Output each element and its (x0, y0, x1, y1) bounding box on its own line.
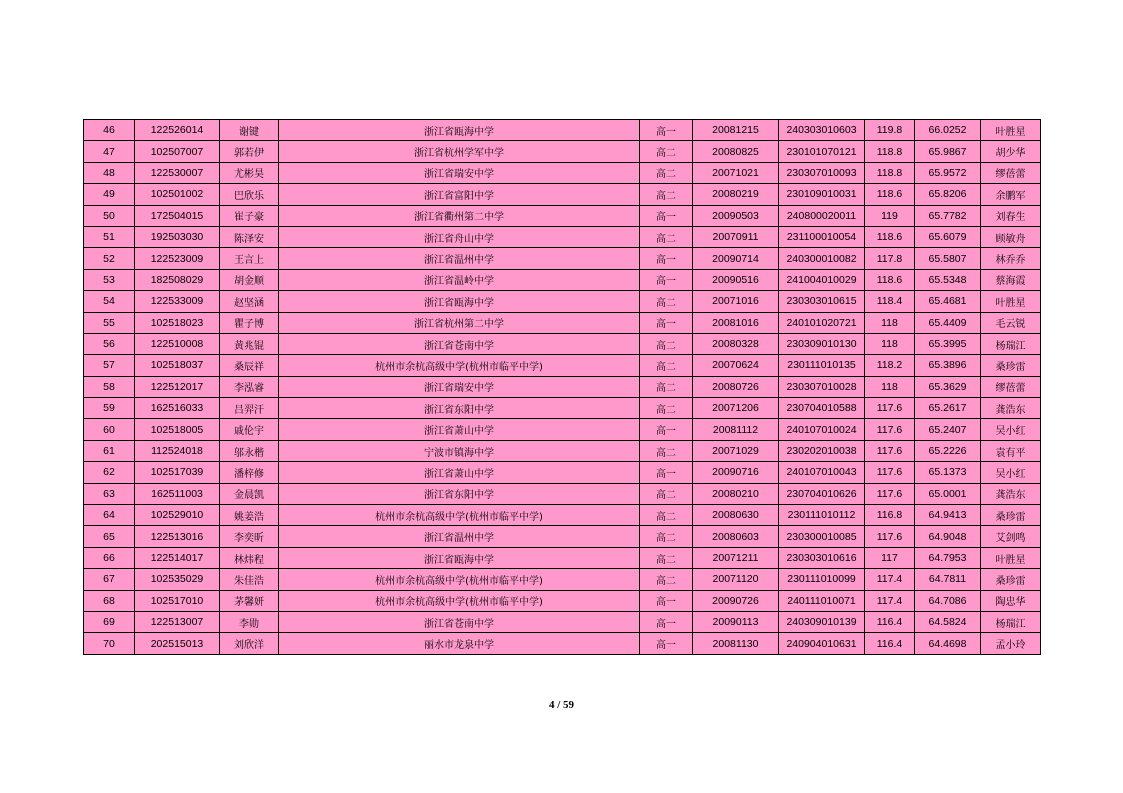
cell-school: 浙江省舟山中学 (279, 226, 640, 247)
cell-teacher: 叶胜星 (981, 291, 1041, 312)
cell-final-score: 64.7953 (915, 547, 981, 568)
cell-school: 浙江省温岭中学 (279, 269, 640, 290)
cell-grade: 高二 (640, 483, 693, 504)
cell-final-score: 65.2226 (915, 440, 981, 461)
cell-teacher: 龚浩东 (981, 483, 1041, 504)
cell-school: 浙江省衢州第二中学 (279, 205, 640, 226)
cell-final-score: 65.5348 (915, 269, 981, 290)
cell-rank: 65 (84, 526, 135, 547)
cell-teacher: 胡少华 (981, 141, 1041, 162)
cell-birth-date: 20071021 (693, 162, 779, 183)
cell-raw-score: 117.6 (865, 462, 915, 483)
cell-student-id: 122533009 (135, 291, 220, 312)
cell-rank: 66 (84, 547, 135, 568)
cell-final-score: 64.4698 (915, 633, 981, 654)
cell-teacher: 缪蓓蕾 (981, 162, 1041, 183)
cell-student-id: 102518005 (135, 419, 220, 440)
cell-grade: 高一 (640, 611, 693, 632)
cell-exam-code: 230307010028 (779, 376, 865, 397)
cell-birth-date: 20080825 (693, 141, 779, 162)
cell-teacher: 陶忠华 (981, 590, 1041, 611)
cell-teacher: 孟小玲 (981, 633, 1041, 654)
cell-student-id: 122513016 (135, 526, 220, 547)
table-row (84, 440, 1041, 461)
cell-birth-date: 20081016 (693, 312, 779, 333)
cell-school: 浙江省杭州学军中学 (279, 141, 640, 162)
cell-student-id: 122523009 (135, 248, 220, 269)
cell-rank: 47 (84, 141, 135, 162)
cell-raw-score: 119.8 (865, 120, 915, 141)
cell-school: 浙江省苍南中学 (279, 611, 640, 632)
cell-raw-score: 117.6 (865, 483, 915, 504)
cell-final-score: 65.4409 (915, 312, 981, 333)
cell-student-id: 102507007 (135, 141, 220, 162)
cell-grade: 高二 (640, 526, 693, 547)
cell-rank: 56 (84, 333, 135, 354)
cell-student-name: 茅馨妍 (220, 590, 279, 611)
cell-raw-score: 119 (865, 205, 915, 226)
cell-rank: 52 (84, 248, 135, 269)
cell-birth-date: 20090113 (693, 611, 779, 632)
cell-teacher: 杨瑞江 (981, 333, 1041, 354)
cell-raw-score: 117.4 (865, 569, 915, 590)
cell-rank: 49 (84, 184, 135, 205)
cell-student-id: 162511003 (135, 483, 220, 504)
cell-teacher: 艾剑鸣 (981, 526, 1041, 547)
cell-raw-score: 118.8 (865, 141, 915, 162)
cell-student-id: 122526014 (135, 120, 220, 141)
cell-final-score: 65.5807 (915, 248, 981, 269)
cell-grade: 高一 (640, 205, 693, 226)
cell-student-name: 黄兆锟 (220, 333, 279, 354)
page-number: 4 / 59 (548, 699, 575, 711)
cell-final-score: 65.3896 (915, 355, 981, 376)
cell-teacher: 蔡海霞 (981, 269, 1041, 290)
cell-rank: 68 (84, 590, 135, 611)
cell-teacher: 叶胜星 (981, 547, 1041, 568)
cell-raw-score: 116.8 (865, 505, 915, 526)
cell-final-score: 65.6079 (915, 226, 981, 247)
table-row (84, 398, 1041, 419)
table-row (84, 120, 1041, 141)
cell-exam-code: 230111010135 (779, 355, 865, 376)
table-row (84, 547, 1041, 568)
cell-student-name: 瞿子博 (220, 312, 279, 333)
cell-birth-date: 20090726 (693, 590, 779, 611)
cell-raw-score: 116.4 (865, 611, 915, 632)
cell-grade: 高二 (640, 162, 693, 183)
cell-birth-date: 20071120 (693, 569, 779, 590)
cell-birth-date: 20071211 (693, 547, 779, 568)
cell-exam-code: 230307010093 (779, 162, 865, 183)
cell-student-id: 102535029 (135, 569, 220, 590)
cell-raw-score: 118 (865, 312, 915, 333)
cell-final-score: 65.9572 (915, 162, 981, 183)
cell-student-id: 172504015 (135, 205, 220, 226)
cell-school: 浙江省瑞安中学 (279, 162, 640, 183)
cell-raw-score: 118.4 (865, 291, 915, 312)
cell-birth-date: 20080210 (693, 483, 779, 504)
cell-final-score: 65.3629 (915, 376, 981, 397)
cell-teacher: 桑珍雷 (981, 569, 1041, 590)
table-row (84, 312, 1041, 333)
cell-grade: 高二 (640, 505, 693, 526)
cell-school: 杭州市余杭高级中学(杭州市临平中学) (279, 505, 640, 526)
cell-birth-date: 20080630 (693, 505, 779, 526)
table-row (84, 611, 1041, 632)
cell-student-name: 桑辰祥 (220, 355, 279, 376)
cell-grade: 高二 (640, 291, 693, 312)
cell-raw-score: 117.6 (865, 398, 915, 419)
cell-final-score: 65.0001 (915, 483, 981, 504)
table-row (84, 355, 1041, 376)
cell-student-id: 122530007 (135, 162, 220, 183)
cell-final-score: 65.9867 (915, 141, 981, 162)
cell-exam-code: 240107010024 (779, 419, 865, 440)
cell-student-id: 102529010 (135, 505, 220, 526)
cell-student-name: 郭若伊 (220, 141, 279, 162)
cell-school: 杭州市余杭高级中学(杭州市临平中学) (279, 590, 640, 611)
cell-birth-date: 20071029 (693, 440, 779, 461)
cell-raw-score: 118.6 (865, 184, 915, 205)
cell-rank: 64 (84, 505, 135, 526)
cell-raw-score: 117.6 (865, 440, 915, 461)
cell-rank: 59 (84, 398, 135, 419)
cell-student-id: 112524018 (135, 440, 220, 461)
cell-birth-date: 20070911 (693, 226, 779, 247)
cell-school: 浙江省萧山中学 (279, 462, 640, 483)
cell-rank: 70 (84, 633, 135, 654)
cell-teacher: 吴小红 (981, 419, 1041, 440)
cell-raw-score: 118.6 (865, 269, 915, 290)
cell-final-score: 65.3995 (915, 333, 981, 354)
cell-birth-date: 20090714 (693, 248, 779, 269)
cell-exam-code: 240107010043 (779, 462, 865, 483)
cell-grade: 高一 (640, 633, 693, 654)
cell-student-id: 122514017 (135, 547, 220, 568)
table-row (84, 483, 1041, 504)
cell-student-id: 162516033 (135, 398, 220, 419)
cell-teacher: 林乔乔 (981, 248, 1041, 269)
cell-exam-code: 230109010031 (779, 184, 865, 205)
cell-birth-date: 20080726 (693, 376, 779, 397)
cell-student-name: 姚姜浩 (220, 505, 279, 526)
cell-student-id: 102518037 (135, 355, 220, 376)
cell-student-name: 巴欣乐 (220, 184, 279, 205)
cell-school: 宁波市镇海中学 (279, 440, 640, 461)
cell-raw-score: 118 (865, 333, 915, 354)
cell-student-id: 182508029 (135, 269, 220, 290)
cell-rank: 67 (84, 569, 135, 590)
cell-exam-code: 241004010029 (779, 269, 865, 290)
cell-final-score: 65.1373 (915, 462, 981, 483)
cell-exam-code: 240300010082 (779, 248, 865, 269)
cell-rank: 69 (84, 611, 135, 632)
table-row (84, 291, 1041, 312)
cell-student-name: 林炜程 (220, 547, 279, 568)
results-table (83, 119, 1041, 655)
cell-rank: 58 (84, 376, 135, 397)
cell-raw-score: 117.8 (865, 248, 915, 269)
table-row (84, 248, 1041, 269)
cell-rank: 53 (84, 269, 135, 290)
cell-birth-date: 20090503 (693, 205, 779, 226)
table-row (84, 226, 1041, 247)
table-row (84, 462, 1041, 483)
cell-school: 浙江省温州中学 (279, 526, 640, 547)
cell-school: 浙江省瓯海中学 (279, 291, 640, 312)
table-row (84, 141, 1041, 162)
cell-grade: 高一 (640, 419, 693, 440)
cell-rank: 61 (84, 440, 135, 461)
cell-birth-date: 20081112 (693, 419, 779, 440)
cell-student-name: 李泓睿 (220, 376, 279, 397)
cell-student-id: 192503030 (135, 226, 220, 247)
cell-school: 浙江省萧山中学 (279, 419, 640, 440)
cell-student-id: 122512017 (135, 376, 220, 397)
cell-student-name: 吕羿汗 (220, 398, 279, 419)
cell-student-id: 102517010 (135, 590, 220, 611)
cell-grade: 高一 (640, 120, 693, 141)
cell-birth-date: 20081215 (693, 120, 779, 141)
cell-teacher: 桑珍雷 (981, 355, 1041, 376)
cell-exam-code: 230202010038 (779, 440, 865, 461)
cell-grade: 高一 (640, 312, 693, 333)
table-row (84, 526, 1041, 547)
cell-exam-code: 230704010626 (779, 483, 865, 504)
cell-raw-score: 117.4 (865, 590, 915, 611)
cell-final-score: 66.0252 (915, 120, 981, 141)
cell-raw-score: 118.8 (865, 162, 915, 183)
cell-student-name: 赵坚涵 (220, 291, 279, 312)
cell-exam-code: 230111010112 (779, 505, 865, 526)
cell-student-name: 邬永楷 (220, 440, 279, 461)
cell-school: 杭州市余杭高级中学(杭州市临平中学) (279, 569, 640, 590)
cell-student-name: 戚伦宇 (220, 419, 279, 440)
cell-raw-score: 118.6 (865, 226, 915, 247)
cell-raw-score: 118 (865, 376, 915, 397)
cell-exam-code: 240800020011 (779, 205, 865, 226)
cell-final-score: 65.4681 (915, 291, 981, 312)
cell-raw-score: 117.6 (865, 419, 915, 440)
cell-school: 浙江省瓯海中学 (279, 120, 640, 141)
cell-birth-date: 20081130 (693, 633, 779, 654)
cell-student-id: 102518023 (135, 312, 220, 333)
cell-birth-date: 20071016 (693, 291, 779, 312)
cell-exam-code: 240303010603 (779, 120, 865, 141)
cell-student-id: 122510008 (135, 333, 220, 354)
cell-final-score: 64.7811 (915, 569, 981, 590)
cell-exam-code: 240101020721 (779, 312, 865, 333)
cell-school: 浙江省富阳中学 (279, 184, 640, 205)
cell-school: 丽水市龙泉中学 (279, 633, 640, 654)
cell-birth-date: 20071206 (693, 398, 779, 419)
results-table-body (84, 120, 1041, 655)
cell-school: 浙江省瑞安中学 (279, 376, 640, 397)
cell-grade: 高二 (640, 355, 693, 376)
cell-student-id: 102517039 (135, 462, 220, 483)
cell-exam-code: 230303010616 (779, 547, 865, 568)
cell-final-score: 64.5824 (915, 611, 981, 632)
cell-final-score: 65.8206 (915, 184, 981, 205)
cell-teacher: 叶胜星 (981, 120, 1041, 141)
cell-rank: 46 (84, 120, 135, 141)
cell-rank: 48 (84, 162, 135, 183)
cell-raw-score: 117 (865, 547, 915, 568)
cell-school: 浙江省苍南中学 (279, 333, 640, 354)
table-row (84, 162, 1041, 183)
cell-school: 浙江省东阳中学 (279, 398, 640, 419)
cell-student-name: 金晨凯 (220, 483, 279, 504)
cell-school: 杭州市余杭高级中学(杭州市临平中学) (279, 355, 640, 376)
cell-student-name: 朱佳浩 (220, 569, 279, 590)
cell-school: 浙江省瓯海中学 (279, 547, 640, 568)
cell-rank: 55 (84, 312, 135, 333)
cell-teacher: 缪蓓蕾 (981, 376, 1041, 397)
table-row (84, 269, 1041, 290)
cell-student-name: 谢键 (220, 120, 279, 141)
cell-rank: 62 (84, 462, 135, 483)
cell-raw-score: 118.2 (865, 355, 915, 376)
table-row (84, 505, 1041, 526)
cell-grade: 高二 (640, 547, 693, 568)
cell-birth-date: 20080603 (693, 526, 779, 547)
cell-final-score: 64.9048 (915, 526, 981, 547)
cell-exam-code: 231100010054 (779, 226, 865, 247)
cell-student-name: 尤彬昊 (220, 162, 279, 183)
cell-rank: 57 (84, 355, 135, 376)
cell-student-name: 潘梓修 (220, 462, 279, 483)
cell-birth-date: 20090516 (693, 269, 779, 290)
cell-school: 浙江省温州中学 (279, 248, 640, 269)
cell-student-name: 李奕昕 (220, 526, 279, 547)
cell-exam-code: 240111010071 (779, 590, 865, 611)
cell-rank: 60 (84, 419, 135, 440)
cell-grade: 高一 (640, 269, 693, 290)
cell-grade: 高二 (640, 226, 693, 247)
cell-teacher: 刘春生 (981, 205, 1041, 226)
cell-grade: 高二 (640, 141, 693, 162)
cell-exam-code: 230111010099 (779, 569, 865, 590)
cell-exam-code: 240904010631 (779, 633, 865, 654)
cell-student-name: 李勋 (220, 611, 279, 632)
cell-birth-date: 20070624 (693, 355, 779, 376)
table-row (84, 184, 1041, 205)
cell-birth-date: 20080219 (693, 184, 779, 205)
cell-grade: 高二 (640, 376, 693, 397)
cell-student-name: 刘欣洋 (220, 633, 279, 654)
cell-school: 浙江省东阳中学 (279, 483, 640, 504)
cell-raw-score: 116.4 (865, 633, 915, 654)
table-row (84, 569, 1041, 590)
cell-final-score: 65.7782 (915, 205, 981, 226)
table-row (84, 419, 1041, 440)
cell-exam-code: 230101070121 (779, 141, 865, 162)
table-row (84, 376, 1041, 397)
cell-exam-code: 230300010085 (779, 526, 865, 547)
cell-exam-code: 230704010588 (779, 398, 865, 419)
cell-rank: 54 (84, 291, 135, 312)
cell-teacher: 余鹏军 (981, 184, 1041, 205)
cell-grade: 高二 (640, 398, 693, 419)
cell-exam-code: 230303010615 (779, 291, 865, 312)
cell-grade: 高一 (640, 248, 693, 269)
cell-grade: 高二 (640, 184, 693, 205)
cell-student-id: 202515013 (135, 633, 220, 654)
cell-teacher: 龚浩东 (981, 398, 1041, 419)
cell-rank: 63 (84, 483, 135, 504)
cell-teacher: 毛云锐 (981, 312, 1041, 333)
cell-student-name: 陈泽安 (220, 226, 279, 247)
cell-student-name: 崔子豪 (220, 205, 279, 226)
cell-grade: 高二 (640, 440, 693, 461)
cell-birth-date: 20090716 (693, 462, 779, 483)
table-row (84, 590, 1041, 611)
cell-grade: 高一 (640, 590, 693, 611)
cell-rank: 51 (84, 226, 135, 247)
cell-student-id: 102501002 (135, 184, 220, 205)
cell-teacher: 桑珍雷 (981, 505, 1041, 526)
cell-teacher: 吴小红 (981, 462, 1041, 483)
cell-grade: 高一 (640, 462, 693, 483)
table-row (84, 333, 1041, 354)
cell-exam-code: 240309010139 (779, 611, 865, 632)
cell-final-score: 64.7086 (915, 590, 981, 611)
cell-birth-date: 20080328 (693, 333, 779, 354)
table-row (84, 205, 1041, 226)
cell-grade: 高二 (640, 333, 693, 354)
cell-final-score: 64.9413 (915, 505, 981, 526)
cell-exam-code: 230309010130 (779, 333, 865, 354)
cell-student-name: 王言上 (220, 248, 279, 269)
cell-teacher: 杨瑞江 (981, 611, 1041, 632)
cell-student-name: 胡金顺 (220, 269, 279, 290)
table-row (84, 633, 1041, 654)
cell-final-score: 65.2617 (915, 398, 981, 419)
cell-school: 浙江省杭州第二中学 (279, 312, 640, 333)
cell-raw-score: 117.6 (865, 526, 915, 547)
cell-final-score: 65.2407 (915, 419, 981, 440)
cell-teacher: 顾敏舟 (981, 226, 1041, 247)
cell-teacher: 袁有平 (981, 440, 1041, 461)
cell-grade: 高二 (640, 569, 693, 590)
cell-rank: 50 (84, 205, 135, 226)
cell-student-id: 122513007 (135, 611, 220, 632)
